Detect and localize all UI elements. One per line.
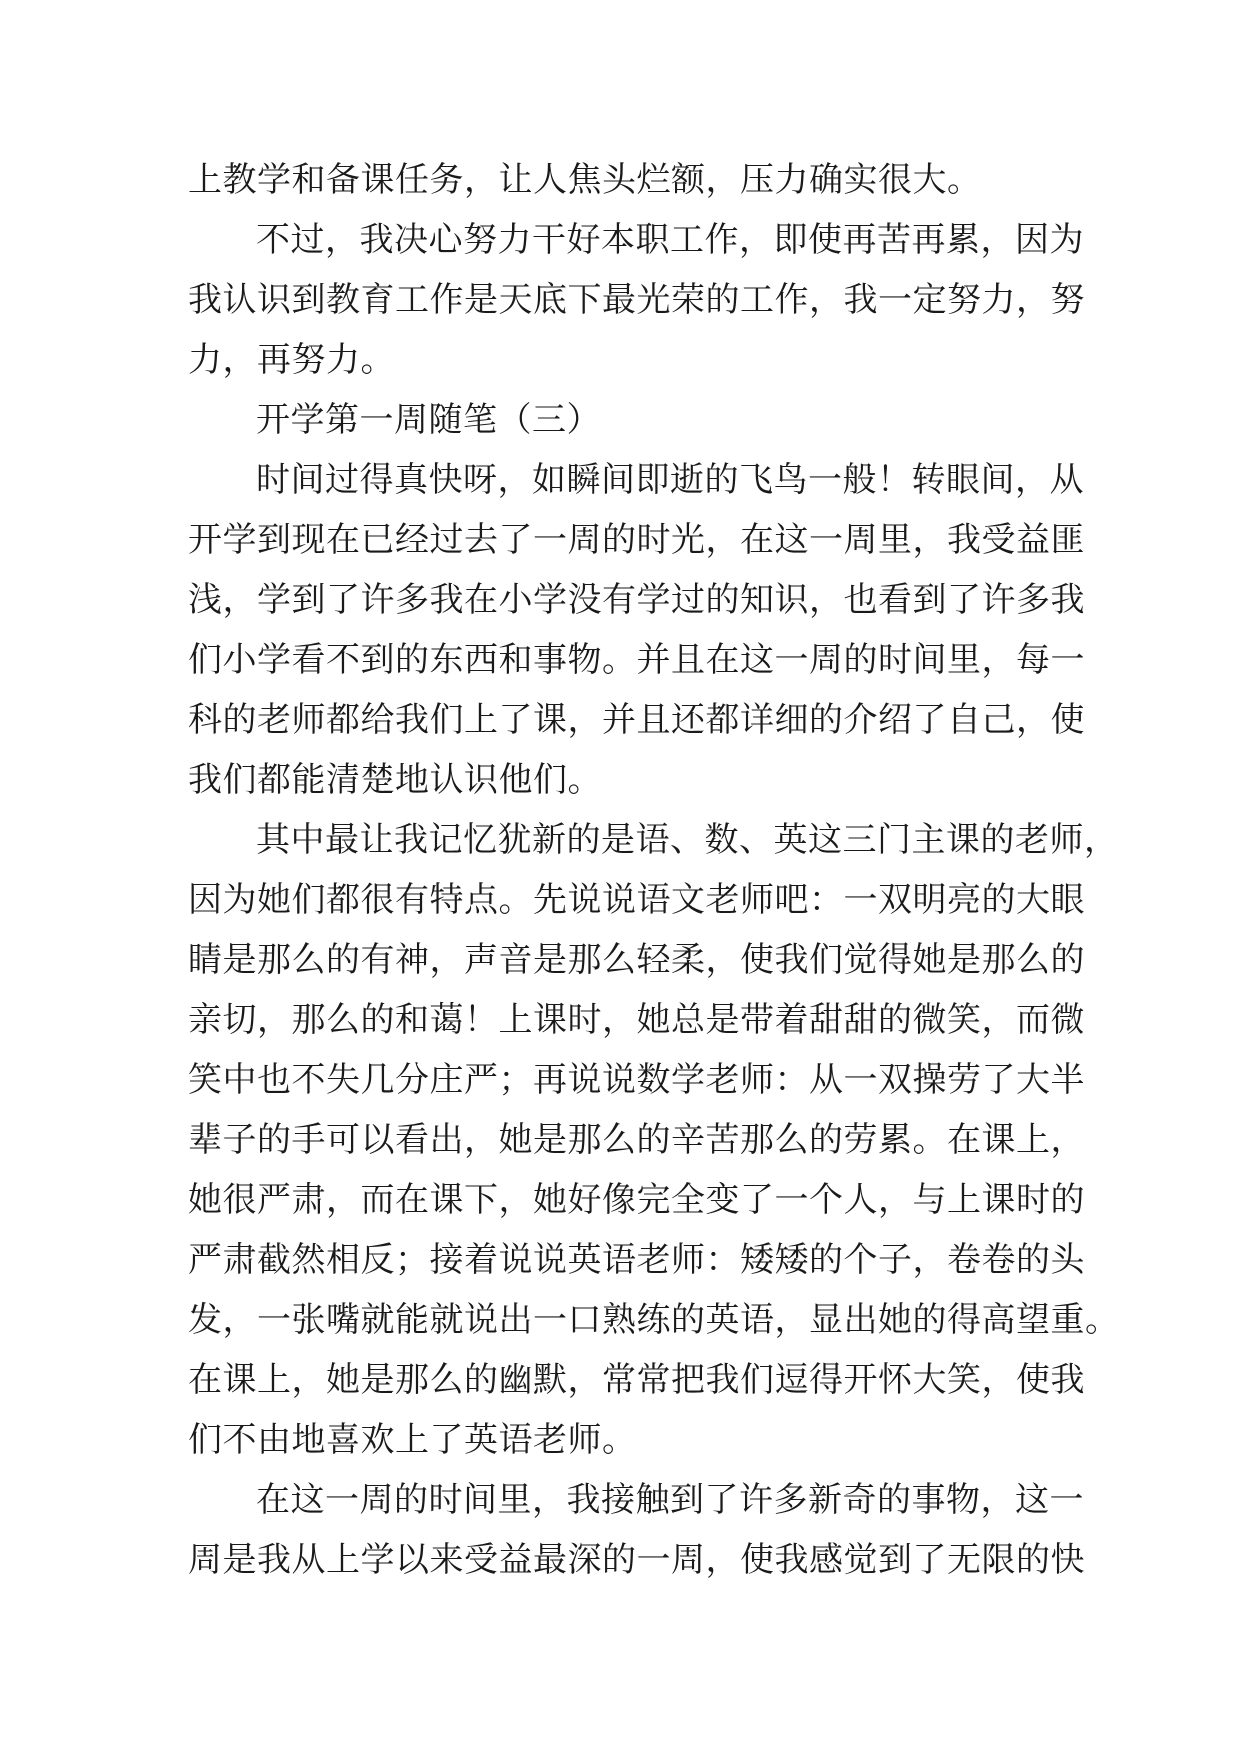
text-line: 上教学和备课任务，让人焦头烂额，压力确实很大。 [188,160,982,200]
text-line: 笑中也不失几分庄严；再说说数学老师：从一双操劳了大半 [188,1060,1085,1100]
text-line: 发，一张嘴就能就说出一口熟练的英语，显出她的得高望重。 [188,1300,1120,1340]
text-line: 睛是那么的有神，声音是那么轻柔，使我们觉得她是那么的 [188,940,1085,980]
text-line: 因为她们都很有特点。先说说语文老师吧：一双明亮的大眼 [188,880,1085,920]
text-line: 们不由地喜欢上了英语老师。 [188,1420,637,1460]
paragraph-start-line: 时间过得真快呀，如瞬间即逝的飞鸟一般！转眼间，从 [256,460,1084,500]
text-line: 在课上，她是那么的幽默，常常把我们逗得开怀大笑，使我 [188,1360,1085,1400]
paragraph-start-line: 其中最让我记忆犹新的是语、数、英这三门主课的老师， [256,820,1119,860]
paragraph-start-line: 在这一周的时间里，我接触到了许多新奇的事物，这一 [256,1480,1084,1520]
text-line: 们小学看不到的东西和事物。并且在这一周的时间里，每一 [188,640,1085,680]
text-line: 严肃截然相反；接着说说英语老师：矮矮的个子，卷卷的头 [188,1240,1085,1280]
text-line: 她很严肃，而在课下，她好像完全变了一个人，与上课时的 [188,1180,1085,1220]
text-line: 开学到现在已经过去了一周的时光，在这一周里，我受益匪 [188,520,1085,560]
text-line: 我们都能清楚地认识他们。 [188,760,602,800]
text-line: 辈子的手可以看出，她是那么的辛苦那么的劳累。在课上， [188,1120,1085,1160]
paragraph-start-line: 不过，我决心努力干好本职工作，即使再苦再累，因为 [256,220,1084,260]
text-line: 力，再努力。 [188,340,395,380]
text-line: 周是我从上学以来受益最深的一周，使我感觉到了无限的快 [188,1540,1085,1580]
section-heading: 开学第一周随笔（三） [256,400,601,440]
text-line: 科的老师都给我们上了课，并且还都详细的介绍了自己，使 [188,700,1085,740]
text-line: 浅，学到了许多我在小学没有学过的知识，也看到了许多我 [188,580,1085,620]
text-line: 亲切，那么的和蔼！上课时，她总是带着甜甜的微笑，而微 [188,1000,1085,1040]
text-line: 我认识到教育工作是天底下最光荣的工作，我一定努力，努 [188,280,1085,320]
